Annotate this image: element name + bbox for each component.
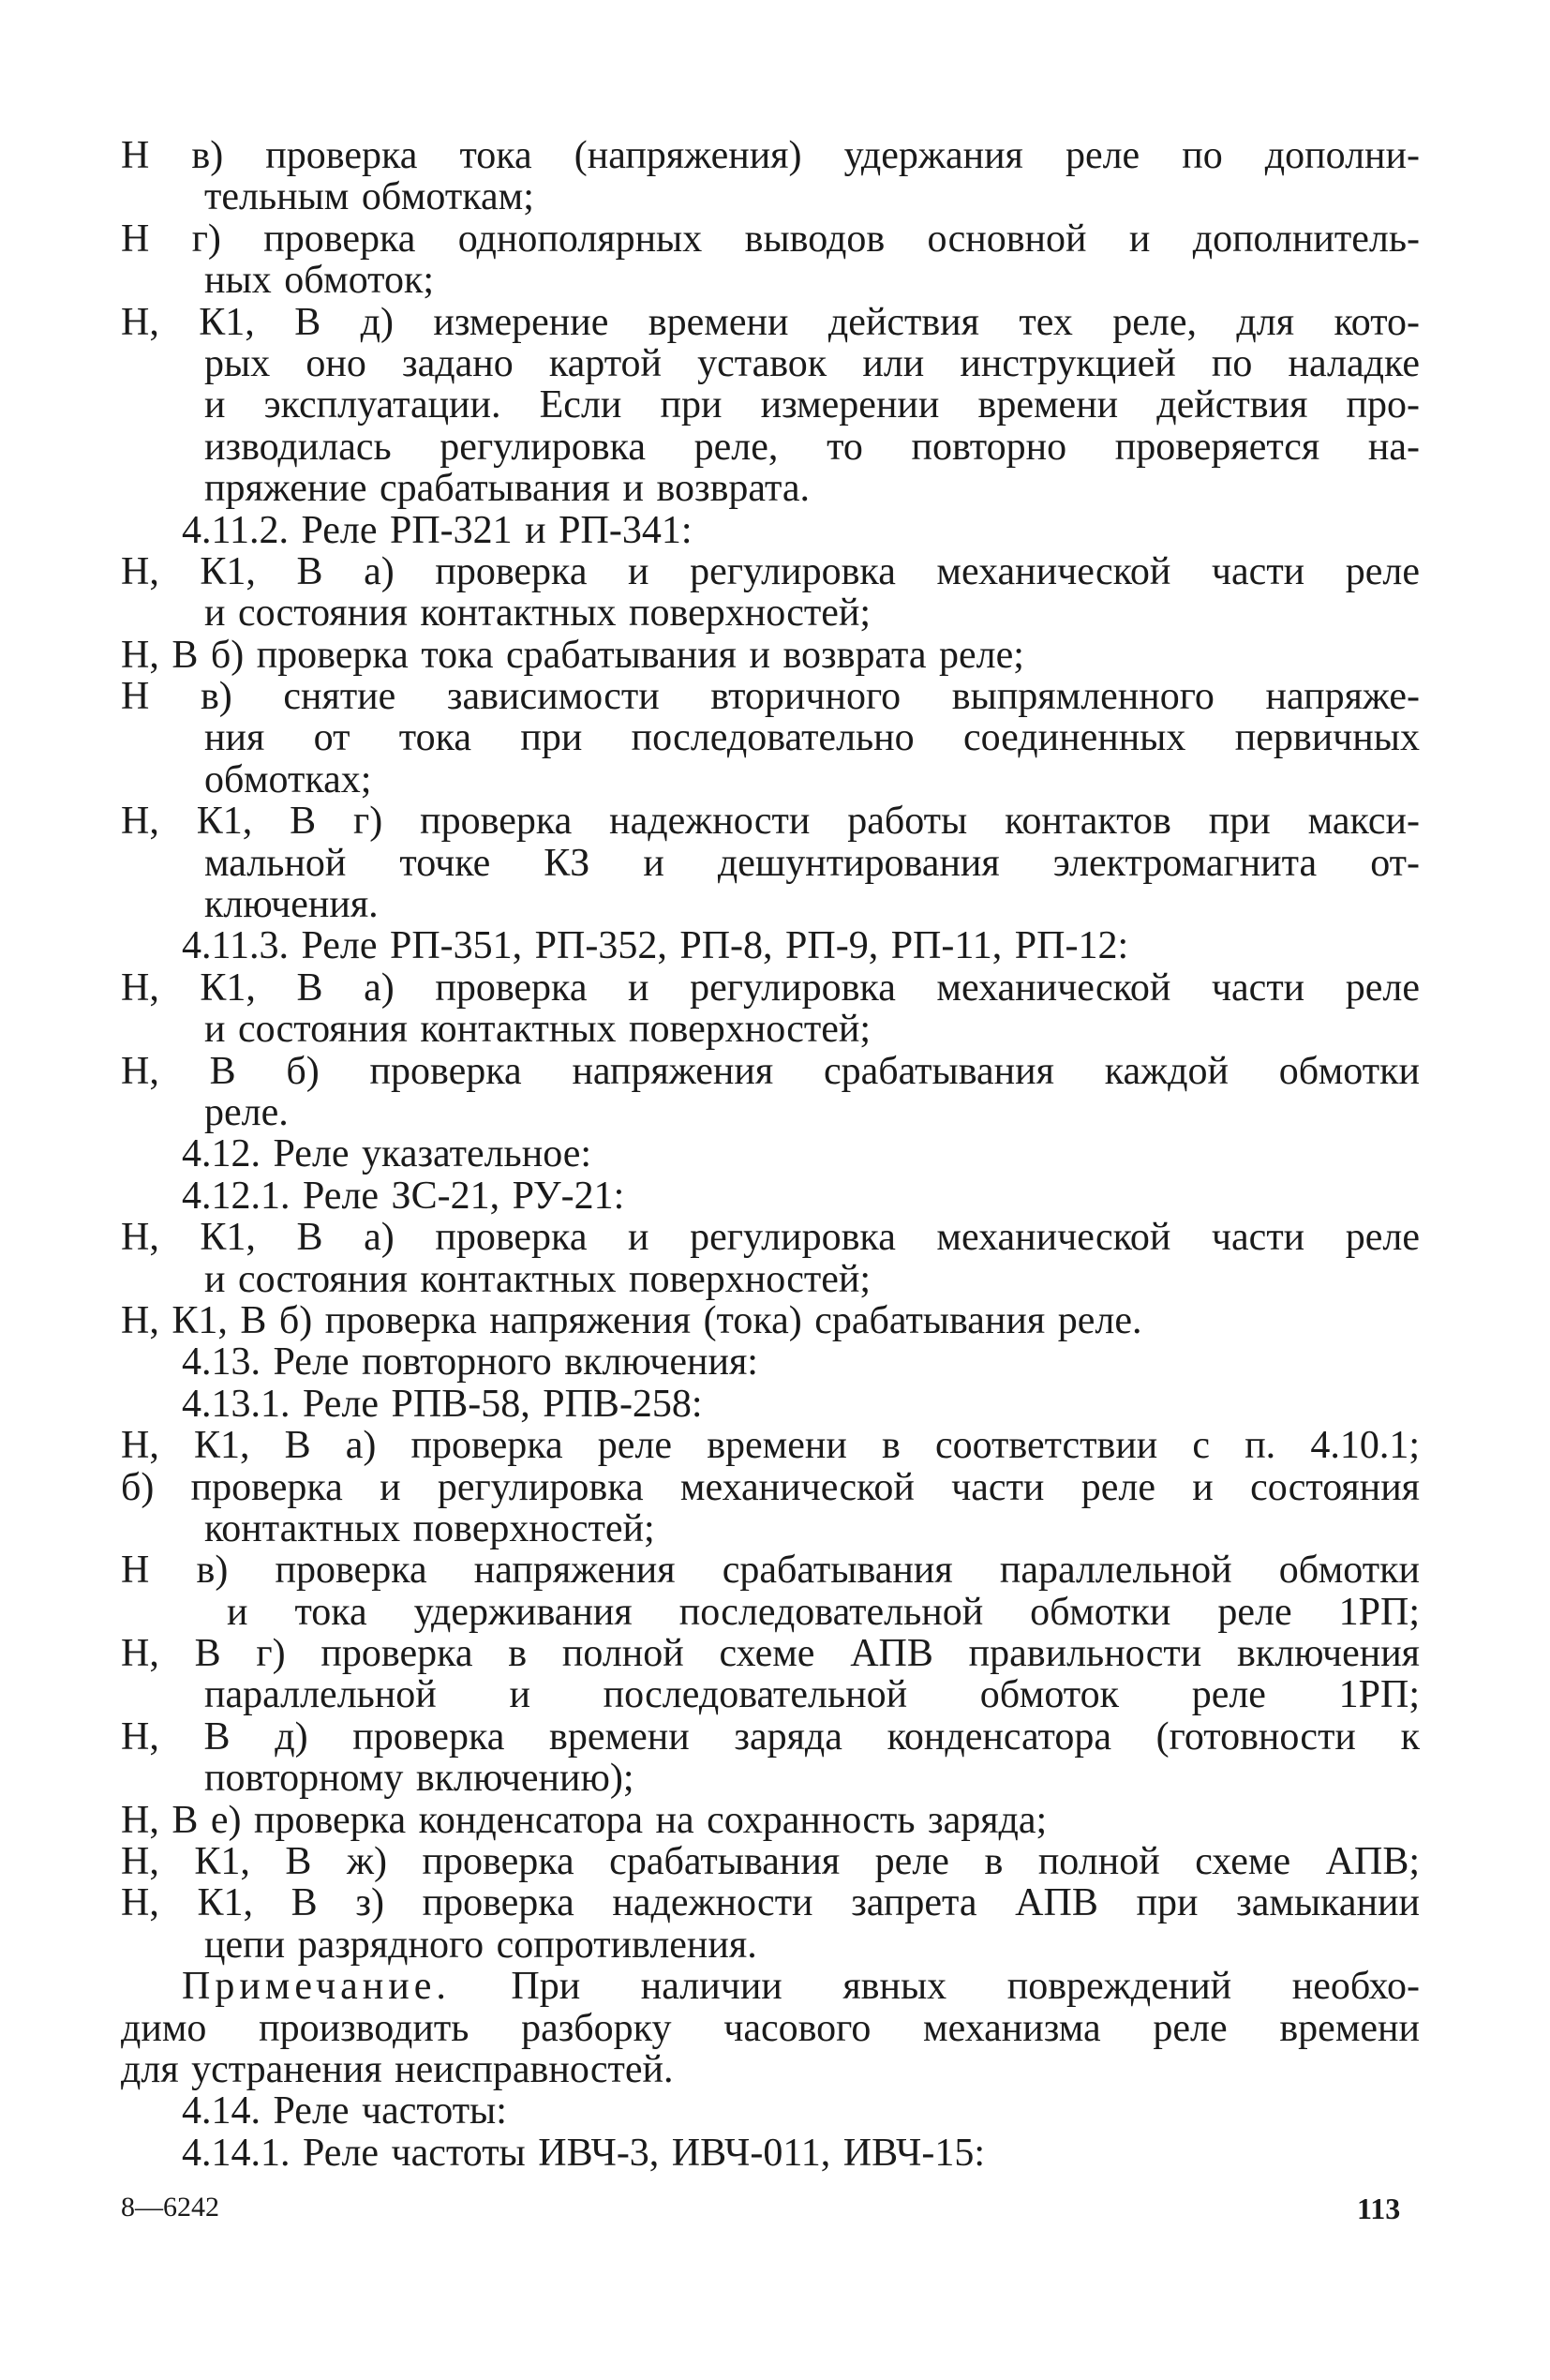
text-line: Н, В б) проверка напряжения срабатывания каждой обмотки [121, 1050, 1420, 1092]
text-line: повторному включению); [204, 1757, 634, 1801]
note-line: димо производить разборку часового механизма реле времени [121, 2007, 1420, 2049]
section-heading: 4.12.1. Реле ЗС-21, РУ-21: [182, 1174, 625, 1218]
text-line: реле. [204, 1090, 289, 1134]
document-page [0, 135, 1550, 2174]
text-line: мальной точке КЗ и дешунтирования электромагнита от- [204, 842, 1420, 885]
text-line: Н, К1, В г) проверка надежности работы контактов при макси- [121, 801, 1420, 843]
section-heading: 4.11.3. Реле РП-351, РП-352, РП-8, РП-9, РП-11, РП-12: [182, 924, 1129, 968]
section-heading: 4.14. Реле частоты: [182, 2089, 507, 2133]
text-line: б) проверка и регулировка механической части реле и состояния [121, 1466, 1420, 1508]
text-line: Н, В е) проверка конденсатора на сохранность заряда; [121, 1798, 1048, 1842]
section-heading: 4.12. Реле указательное: [182, 1132, 592, 1176]
text-line: и тока удерживания последовательной обмотки реле 1РП; [227, 1591, 1420, 1634]
text-line: изводилась регулировка реле, то повторно проверяется на- [204, 426, 1420, 469]
text-line: ния от тока при последовательно соединенных первичных [204, 717, 1420, 759]
text-line: параллельной и последовательной обмоток реле 1РП; [204, 1674, 1420, 1716]
text-line: Н, В г) проверка в полной схеме АПВ правильности включения [121, 1633, 1420, 1675]
text-line: пряжение срабатывания и возврата. [204, 467, 810, 511]
section-heading: 4.11.2. Реле РП-321 и РП-341: [182, 508, 693, 552]
text-line: Н в) проверка тока (напряжения) удержания реле по дополни- [121, 135, 1420, 177]
section-heading: 4.13. Реле повторного включения: [182, 1340, 758, 1385]
text-line: Н, К1, В а) проверка и регулировка механической части реле [121, 966, 1420, 1010]
text-line: Н, К1, В з) проверка надежности запрета АПВ при замыкании [121, 1882, 1420, 1924]
text-line: Н, К1, В а) проверка реле времени в соответствии с п. 4.10.1; [121, 1425, 1420, 1467]
text-line: и эксплуатации. Если при измерении времени действия про- [204, 384, 1420, 427]
printer-signature: 8—6242 [121, 2192, 219, 2223]
text-line: Н, К1, В ж) проверка срабатывания реле в полной схеме АПВ; [121, 1841, 1420, 1883]
text-line: тельным обмоткам; [204, 175, 534, 219]
text-line: и состояния контактных поверхностей; [204, 1008, 872, 1052]
text-line: обмотках; [204, 757, 372, 801]
note-label: Примечание. [182, 1966, 451, 2008]
text-line: Н, В д) проверка времени заряда конденсатора (готовности к [121, 1715, 1420, 1759]
text-line: Н, В б) проверка тока срабатывания и возврата реле; [121, 633, 1024, 677]
text-line: контактных поверхностей; [204, 1506, 655, 1550]
note-text: При наличии явных повреждений необхо- [511, 1966, 1420, 2008]
text-line: цепи разрядного сопротивления. [204, 1923, 757, 1967]
note-line [182, 1966, 1420, 2007]
text-line: ных обмоток; [204, 259, 435, 303]
section-heading: 4.14.1. Реле частоты ИВЧ-3, ИВЧ-011, ИВЧ-15: [182, 2131, 985, 2175]
text-line: Н, К1, В б) проверка напряжения (тока) срабатывания реле. [121, 1298, 1142, 1342]
text-line: рых оно задано картой уставок или инструкцией по наладке [204, 342, 1420, 385]
text-line: Н в) снятие зависимости вторичного выпрямленного напряже- [121, 676, 1420, 718]
page-number: 113 [1357, 2192, 1401, 2225]
section-heading: 4.13.1. Реле РПВ-58, РПВ-258: [182, 1382, 703, 1426]
text-line: и состояния контактных поверхностей; [204, 1257, 872, 1301]
text-line: ключения. [204, 883, 379, 927]
text-line: Н, К1, В д) измерение времени действия тех реле, для кото- [121, 301, 1420, 343]
text-line: Н, К1, В а) проверка и регулировка механической части реле [121, 550, 1420, 593]
text-line: Н, К1, В а) проверка и регулировка механической части реле [121, 1217, 1420, 1259]
text-line: Н в) проверка напряжения срабатывания параллельной обмотки [121, 1549, 1420, 1592]
note-line: для устранения неисправностей. [121, 2047, 674, 2091]
text-line: и состояния контактных поверхностей; [204, 591, 872, 636]
text-line: Н г) проверка однополярных выводов основной и дополнитель- [121, 217, 1420, 261]
